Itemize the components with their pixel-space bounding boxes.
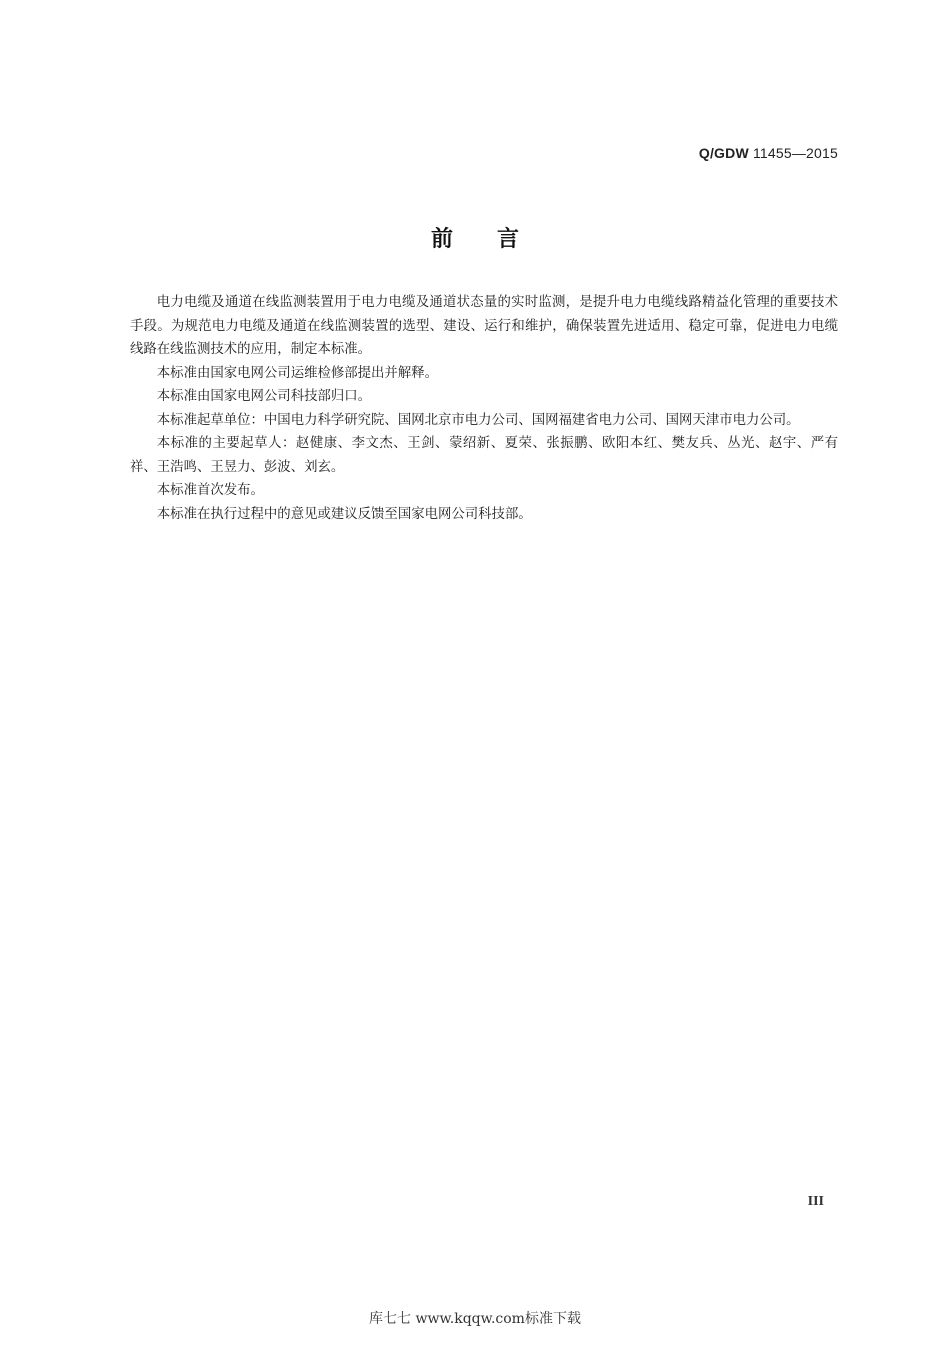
foreword-body xyxy=(130,291,838,526)
paragraph-feedback: 本标准在执行过程中的意见或建议反馈至国家电网公司科技部。 xyxy=(156,506,532,522)
page-number: III xyxy=(807,1194,824,1209)
footer-watermark: 库七七 www.kqqw.com标准下载 xyxy=(369,1311,581,1327)
standard-code xyxy=(699,145,838,161)
standard-code-prefix: Q/GDW xyxy=(698,145,749,161)
page-title: 前言 xyxy=(430,227,563,252)
paragraph-drafters: 本标准的主要起草人：赵健康、李文杰、王剑、蒙绍新、夏荣、张振鹏、欧阳本红、樊友兵、丛光、赵宇、严有祥、王浩鸣、王昱力、彭波、刘玄。 xyxy=(130,436,838,475)
paragraph-proposer: 本标准由国家电网公司运维检修部提出并解释。 xyxy=(156,365,438,381)
paragraph-first-release: 本标准首次发布。 xyxy=(156,483,264,498)
paragraph-purpose: 电力电缆及通道在线监测装置用于电力电缆及通道状态量的实时监测，是提升电力电缆线路精益化管理的重要技术手段。为规范电力电缆及通道在线监测装置的选型、建设、运行和维护，确保装置先进适用、稳定可靠，促进电力电缆线路在线监测技术的应用，制定本标准。 xyxy=(130,295,838,357)
standard-code-number: 11455—2015 xyxy=(748,145,838,161)
paragraph-drafting-units: 本标准起草单位：中国电力科学研究院、国网北京市电力公司、国网福建省电力公司、国网天津市电力公司。 xyxy=(156,412,800,428)
paragraph-administrator: 本标准由国家电网公司科技部归口。 xyxy=(156,389,372,404)
